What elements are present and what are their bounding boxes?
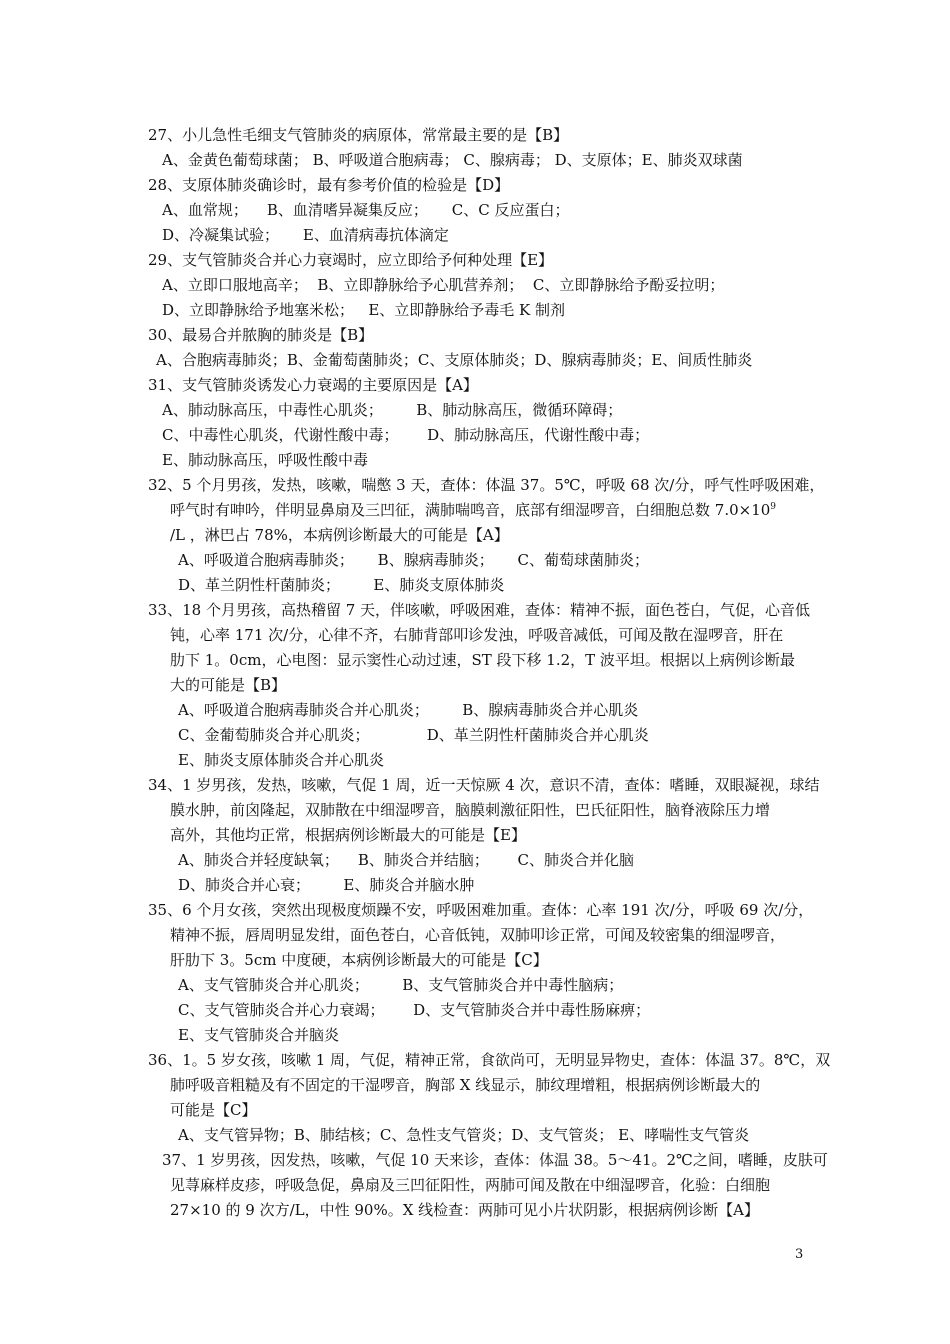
text-line-content: 27×10 的 9 次方/L，中性 90%。X 线检查：两肺可见小片状阴影，根据病例诊断【A】	[170, 1201, 759, 1219]
text-line	[148, 1073, 828, 1098]
text-line-content: 34、1 岁男孩，发热，咳嗽，气促 1 周，近一天惊厥 4 次，意识不清，查体：嗜睡，双眼凝视，球结	[148, 776, 820, 794]
text-line	[148, 998, 828, 1023]
text-line-content: A、金黄色葡萄球菌； B、呼吸道合胞病毒； C、腺病毒； D、支原体；E、肺炎双球菌	[162, 151, 743, 169]
text-line-content: 肝肋下 3。5cm 中度硬，本病例诊断最大的可能是【C】	[170, 951, 548, 969]
text-line-content: D、肺炎合并心衰； E、肺炎合并脑水肿	[178, 876, 475, 894]
text-line	[148, 973, 828, 998]
text-line	[148, 673, 828, 698]
text-line-content: C、支气管肺炎合并心力衰竭； D、支气管肺炎合并中毒性肠麻痹；	[178, 1001, 651, 1019]
text-line-content: 肋下 1。0cm，心电图：显示窦性心动过速，ST 段下移 1.2，T 波平坦。根据以上病例诊断最	[170, 651, 795, 669]
text-line	[148, 298, 828, 323]
text-line	[148, 748, 828, 773]
question-list	[148, 123, 831, 1223]
text-line	[148, 198, 828, 223]
text-line	[148, 648, 828, 673]
text-line	[148, 398, 828, 423]
text-line-content: 精神不振，唇周明显发绀，面色苍白，心音低钝，双肺叩诊正常，可闻及较密集的细湿啰音，	[170, 926, 786, 944]
text-line-content: A、立即口服地高辛； B、立即静脉给予心肌营养剂； C、立即静脉给予酚妥拉明；	[162, 276, 725, 294]
text-line	[148, 773, 828, 798]
text-line	[148, 1098, 828, 1123]
text-line-content: E、肺动脉高压，呼吸性酸中毒	[162, 451, 368, 469]
text-line-content: 30、最易合并脓胸的肺炎是【B】	[148, 326, 374, 344]
text-line	[148, 873, 828, 898]
text-line-content: A、呼吸道合胞病毒肺炎； B、腺病毒肺炎； C、葡萄球菌肺炎；	[178, 551, 650, 569]
text-line	[148, 948, 828, 973]
text-line-content: 高外，其他均正常，根据病例诊断最大的可能是【E】	[170, 826, 526, 844]
text-line	[148, 923, 828, 948]
text-line	[148, 148, 828, 173]
text-line	[148, 1173, 828, 1198]
text-line	[148, 898, 828, 923]
text-line-content: 钝，心率 171 次/分，心律不齐，右肺背部叩诊发浊，呼吸音减低，可闻及散在湿啰音，肝在	[170, 626, 784, 644]
text-line	[148, 723, 828, 748]
text-line	[148, 223, 828, 248]
text-line-content: C、金葡萄肺炎合并心肌炎； D、革兰阴性杆菌肺炎合并心肌炎	[178, 726, 649, 744]
text-line	[148, 498, 828, 523]
text-line	[148, 1148, 828, 1173]
text-line	[148, 1023, 828, 1048]
text-line	[148, 473, 828, 498]
text-line	[148, 1123, 828, 1148]
text-line	[148, 523, 828, 548]
text-line-content: 32、5 个月男孩，发热，咳嗽，喘憋 3 天，查体：体温 37。5℃，呼吸 68 次/分，呼气性呼吸困难，	[148, 476, 825, 494]
text-line-content: 36、1。5 岁女孩，咳嗽 1 周，气促，精神正常，食欲尚可，无明显异物史，查体：体温 37。8℃，双	[148, 1051, 831, 1069]
text-line	[148, 823, 828, 848]
text-line-content: A、肺动脉高压，中毒性心肌炎； B、肺动脉高压，微循环障碍；	[162, 401, 623, 419]
text-line-content: 膜水肿，前囟隆起，双肺散在中细湿啰音，脑膜刺激征阳性，巴氏征阳性，脑脊液除压力增	[170, 801, 771, 819]
text-line-content: 35、6 个月女孩，突然出现极度烦躁不安，呼吸困难加重。查体：心率 191 次/分，呼吸 69 次/分，	[148, 901, 814, 919]
text-line	[148, 348, 828, 373]
text-line-content: A、肺炎合并轻度缺氧； B、肺炎合并结脑； C、肺炎合并化脑	[178, 851, 635, 869]
text-line-content: A、呼吸道合胞病毒肺炎合并心肌炎； B、腺病毒肺炎合并心肌炎	[178, 701, 639, 719]
text-line	[148, 548, 828, 573]
text-line	[148, 448, 828, 473]
text-line-content: E、支气管肺炎合并脑炎	[178, 1026, 339, 1044]
text-line-content: D、革兰阴性杆菌肺炎； E、肺炎支原体肺炎	[178, 576, 505, 594]
text-line	[148, 248, 828, 273]
text-line-content: 肺呼吸音粗糙及有不固定的干湿啰音，胸部 X 线显示，肺纹理增粗，根据病例诊断最大的	[170, 1076, 761, 1094]
text-line	[148, 1048, 831, 1073]
text-line-content: E、肺炎支原体肺炎合并心肌炎	[178, 751, 384, 769]
text-line-content: A、支气管异物；B、肺结核；C、急性支气管炎；D、支气管炎； E、哮喘性支气管炎	[178, 1126, 750, 1144]
text-line	[148, 273, 828, 298]
text-line-content: 29、支气管肺炎合并心力衰竭时，应立即给予何种处理【E】	[148, 251, 554, 269]
text-line-content: 见荨麻样皮疹，呼吸急促，鼻扇及三凹征阳性，两肺可闻及散在中细湿啰音，化验：白细胞	[170, 1176, 771, 1194]
text-line	[148, 173, 828, 198]
text-line-content: 可能是【C】	[170, 1101, 257, 1119]
text-line	[148, 623, 828, 648]
page-number: 3	[795, 1247, 804, 1262]
text-line-content: C、中毒性心肌炎，代谢性酸中毒； D、肺动脉高压，代谢性酸中毒；	[162, 426, 650, 444]
text-line-content: 27、小儿急性毛细支气管肺炎的病原体，常常最主要的是【B】	[148, 126, 569, 144]
superscript: 9	[770, 502, 777, 512]
text-line-content: 大的可能是【B】	[170, 676, 287, 694]
text-line-content: /L ，淋巴占 78%，本病例诊断最大的可能是【A】	[170, 526, 509, 544]
text-line-content: D、冷凝集试验； E、血清病毒抗体滴定	[162, 226, 449, 244]
text-line	[148, 573, 828, 598]
text-line-content: 呼气时有呻吟，伴明显鼻扇及三凹征，满肺喘鸣音，底部有细湿啰音，白细胞总数 7.0×10	[170, 501, 771, 519]
text-line	[148, 598, 828, 623]
text-line-content: 28、支原体肺炎确诊时，最有参考价值的检验是【D】	[148, 176, 510, 194]
text-line-content: A、支气管肺炎合并心肌炎； B、支气管肺炎合并中毒性脑病；	[178, 976, 624, 994]
text-line	[148, 423, 828, 448]
text-line-content: A、血常规； B、血清嗜异凝集反应； C、C 反应蛋白；	[162, 201, 570, 219]
text-line-content: A、合胞病毒肺炎；B、金葡萄菌肺炎；C、支原体肺炎；D、腺病毒肺炎；E、间质性肺炎	[156, 351, 753, 369]
text-line	[148, 123, 828, 148]
text-line	[148, 698, 828, 723]
text-line-content: 33、18 个月男孩，高热稽留 7 天，伴咳嗽，呼吸困难，查体：精神不振，面色苍白，气促，心音低	[148, 601, 811, 619]
text-line	[148, 373, 828, 398]
text-line	[148, 323, 828, 348]
text-line	[148, 848, 828, 873]
text-line	[148, 798, 828, 823]
text-line-content: 31、支气管肺炎诱发心力衰竭的主要原因是【A】	[148, 376, 478, 394]
text-line-content: D、立即静脉给予地塞米松； E、立即静脉给予毒毛 K 制剂	[162, 301, 566, 319]
text-line	[148, 1198, 828, 1223]
text-line-content: 37、1 岁男孩，因发热，咳嗽，气促 10 天来诊，查体：体温 38。5～41。2℃之间，嗜睡，皮肤可	[162, 1151, 828, 1169]
